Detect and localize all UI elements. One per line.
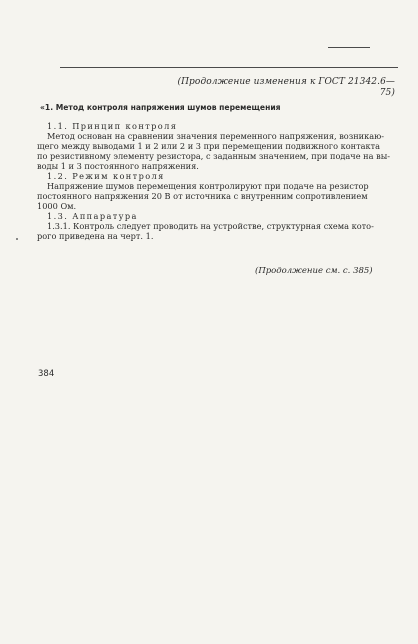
scan-dot xyxy=(16,238,18,240)
page-number: 384 xyxy=(38,369,55,379)
paragraph-line: по резистивному элементу резистора, с заданным значением, при подаче на вы- xyxy=(37,151,391,161)
continuation-note: (Продолжение см. с. 385) xyxy=(255,266,373,276)
paragraph-line: постоянного напряжения 20 В от источника с внутренним сопротивлением xyxy=(37,191,368,201)
paragraph-line: воды 1 и 3 постоянного напряжения. xyxy=(37,161,199,171)
paragraph-line: рого приведена на черт. 1. xyxy=(37,231,154,241)
subsection-heading-mode: 1.2. Режим контроля xyxy=(47,171,165,181)
subsection-heading-equipment: 1.3. Аппаратура xyxy=(47,211,138,221)
paragraph-line: 1.3.1. Контроль следует проводить на устройстве, структурная схема кото- xyxy=(47,221,374,231)
paragraph-line: Напряжение шумов перемещения контролируют при подаче на резистор xyxy=(47,181,369,191)
paragraph-line: 1000 Ом. xyxy=(37,201,77,211)
paragraph-line: щего между выводами 1 и 2 или 2 и 3 при перемещении подвижного контакта xyxy=(37,141,381,151)
header-reference: (Продолжение изменения к ГОСТ 21342.6—75) xyxy=(177,77,395,98)
top-rule-short xyxy=(328,47,370,48)
subsection-heading-principle: 1.1. Принцип контроля xyxy=(47,121,178,131)
section-title: «1. Метод контроля напряжения шумов перемещения xyxy=(40,103,281,112)
top-rule-long xyxy=(60,67,398,68)
paragraph-line: Метод основан на сравнении значения переменного напряжения, возникаю- xyxy=(47,131,385,141)
